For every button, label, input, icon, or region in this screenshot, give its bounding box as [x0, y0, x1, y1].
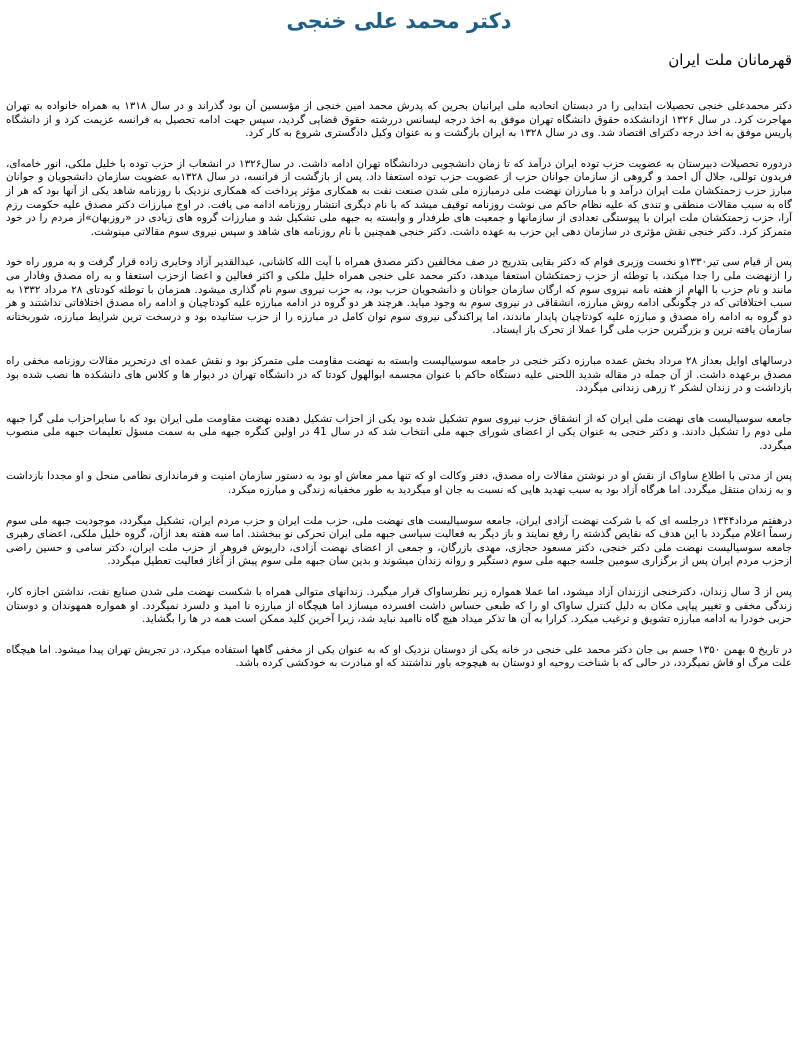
paragraph-third-force: پس از قیام سی تیر۱۳۳۰و نخست وزیری قوام که دکتر بقایی بتدریج در صف مخالفین دکتر مصدق همراه با آیت الله کاشانی، عبدالقدیر آزاد وحایری زاده قرار گرفت و به مرور راه خود را ازنهضت ملی را جدا میکند، با توطئه از حزب زحمتکشان استعفا میدهد، دکتر محمد علی خنجی همراه خلیل ملکی و اکثر فعالین و اعضا ازحزب استعفا و به راه مصدق وفادار می مانند و نام حزب با الهام از هفته نامه نیروی سوم که ارگان سازمان جوانان و دانشجویان حزب بود، به حزب نیروی سوم نام گذاری میشود. همزمان با توطئه کودتای ۲۸ مرداد ۱۳۳۲ به سبب اختلافاتی که در چگونگی ادامه روش مبارزه، انشقاقی در نیروی سوم به وجود میاید. هرچند هر دو گروه در ادامه مبارزه علیه کودتاچیان و ادامه راه مصدق اختلافاتی نداشتند و هر دو گروه به ادامه راه مصدق و مبارزه علیه کودتاچیان پایدار ماندند، اما پراکندگی نیروی سوم توان کامل در مبارزه را از حزب ستانیده بود و درسخت ترین شرایط مبارزه، شوربختانه سازمان یافته ترین و بزرگترین حزب ملی گرا عملا از تحرک باز ایستاد. — [6, 256, 793, 337]
paragraph-release: پس از 3 سال زندان، دکترخنجی اززندان آزاد میشود، اما عملا همواره زیر نظرساواک قرار میگیرد. زندانهای متوالی همراه با شکست نهضت ملی شدن صنایع نفت، نداشتن اجازه کار، زندگی مخفی و تغییر پیاپی مکان به دلیل کنترل ساواک او را که طبعی حساس داشت افسرده میسازد اما هیچگاه از مبارزه نا امید و دلسرد نمیگردد. او همواره همهوندان و دوستان حزبی خودرا به ادامه مبارزه تشویق و ترغیب میکرد. کرارا به آن ها تذکر میداد هیچ گاه ناامید نباید شد، زیرا آخرین کلید ممکن است همه در ها را بگشاید. — [6, 586, 792, 626]
paragraph-savak-arrest: پس از مدتی با اطلاع ساواک از نقش او در نوشتن مقالات راه مصدق، دفتر وکالت او که تنها ممر معاش او بود به دستور سازمان امنیت و فرمانداری نظامی منحل و او مجددا بازداشت و به زندان منتقل میگردد. اما هرگاه آزاد بود به سبب تهدید هایی که نسبت به جان او میگردید به طور مخفیانه زندگی و مبارزه میکرد. — [6, 470, 792, 497]
paragraph-death: در تاریخ ۵ بهمن ۱۳۵۰ جسم بی جان دکتر محمد علی خنجی در خانه یکی از دوستان نزدیک او که به عنوان یکی از مخفی گاهها استفاده میکرد، در تجریش تهران پیدا میشود. اما هیچگاه علت مرگ او فاش نمیگردد، در حالی که با شناخت روحیه او دوستان به هیچوجه باور نداشتند که او مبادرت به خودکشی کرده باشد. — [6, 643, 792, 670]
article-body — [6, 100, 792, 671]
paragraph-after-coup: درسالهای اوایل بعداز ۲۸ مرداد بخش عمده مبارزه دکتر خنجی در جامعه سوسیالیست وابسته به نهضت مقاومت ملی متمرکز بود و نقش عمده ای درتحریر مقالات روزنامه مخفی راه مصدق برعهده داشت. از آن جمله در مقاله شدید اللحنی علیه دستگاه حاکم با عنوان مجسمه ابوالهول کودتا که در دانشگاه تهران در دیوار ها و کلاس های دانشکده ها نصب شده بود بازداشت و در زندان لشکر ۲ زرهی زندانی میگردد. — [6, 354, 792, 395]
article-page — [0, 8, 800, 671]
paragraph-education: دکتر محمدعلی خنجی تحصیلات ابتدایی را در دبستان اتحادیه ملی ایرانیان بحرین که پدرش محمد امین خنجی از مؤسسین آن بود گذراند و در سال ۱۳۱۸ به همراه خانواده به تهران مهاجرت کرد. در سال ۱۳۲۶ ازدانشکده حقوق دانشگاه تهران موفق به اخذ درجه لیسانس دررشته حقوق قضایی گردید، سپس جهت ادامه تحصیل به فرانسه عزیمت کرد و از دانشگاه پاریس موفق به اخذ درجه دکترای اقتصاد شد. وی در سال ۱۳۲۸ به ایران بازگشت و به عنوان وکیل دادگستری شروع به کار کرد. — [6, 100, 793, 140]
paragraph-third-national-front: درهفتم مرداد۱۳۴۴ درجلسه ای که با شرکت نهضت آزادی ایران، جامعه سوسیالیست های نهضت ملی، حزب ملت ایران و حزب مردم ایران، تشکیل میگردد، موجودیت جبهه ملی سوم رسماً اعلام میگردد با این هدف که نقایص گذشته را رفع نمایند و باز دیگر به فعالیت سیاسی جبهه ملی ایران تحرکی نو ببخشند. اما سه هفته بعد ازآن، گروه خلیل ملکی، اعضای رهبری جامعه سوسیالیست نهضت ملی دکتر خنجی، دکتر مسعود حجازی، مهدی بازرگان، و جمعی از اعضای نهضت آزادی، داریوش فروهر از حزب ملت ایران، دکتر سامی و حسین راضی ازحزب مردم ایران پس از برگزاری سومین جلسه جبهه ملی سوم دستگیر و روانه زندان میشوند و بدین سان جبهه ملی سوم پیش از آغاز فعالیت تعطیل میگردد. — [6, 514, 792, 568]
paragraph-party-membership: دردوره تحصیلات دبیرستان به عضویت حزب توده ایران درآمد که تا زمان دانشجویی دردانشگاه تهران ادامه داشت. در سال۱۳۲۶ در انشعاب از حزب توده با خلیل ملکی، انور خامه‌ای، فریدون توللی، جلال آل احمد و گروهی از سازمان جوانان حزب از عضویت حزب توده استعفا داد. پس از بازگشت از فرانسه، در سال ۱۳۲۸به عضویت سازمان دانشجویان و جوانان مبارز حزب زحمتکشان ملت ایران درآمد و با مبارزان نهضت ملی درمبارزه ملی شدن صنعت نفت به همکاری مؤثر پرداخت که همکاری نزدیک با روزنامه شاهد یکی از آنها بود که هر از گاه به سبب مقالات منطقی و تندی که علیه نظام حاکم می نوشت روزنامه توقیف میشد که با نام دیگری انتشار روزنامه ادامه می یافت. در اوج مبارزات دکتر مصدق علیه حکومت رزم آرا، حزب زحمتکشان ملت ایران با پیوستگی تعدادی از سازمانها و جمعیت های طرفدار و وابسته به جبهه ملی تشکیل شد و مبارزات گروه های زیادی در «روزبهان»از مردم را در خود متمرکز کرد. دکتر خنجی نقش مؤثری در سازمان دهی این حزب به عهده داشت. دکتر خنجی همچنین با نام روزنامه های شاهد و سپس نیروی سوم مقالاتی مینوشت. — [6, 157, 792, 238]
page-title: دکتر محمد علی خنجی — [286, 9, 512, 33]
page-subtitle: قهرمانان ملت ایران — [668, 51, 792, 69]
paragraph-socialist-society: جامعه سوسیالیست های نهضت ملی ایران که از انشقاق حزب نیروی سوم تشکیل شده بود یکی از احزاب تشکیل دهنده نهضت مقاومت ملی ایران بود که با سایراحزاب ملی گرا جبهه ملی دوم را تشکیل دادند. و دکتر خنجی به عنوان یکی از اعضای شورای جبهه ملی انتخاب شد که در سال 41 در اولین کنگره جبهه ملی به سمت مسؤل تعلیمات جبهه ملی منصوب میگردد. — [6, 412, 792, 452]
